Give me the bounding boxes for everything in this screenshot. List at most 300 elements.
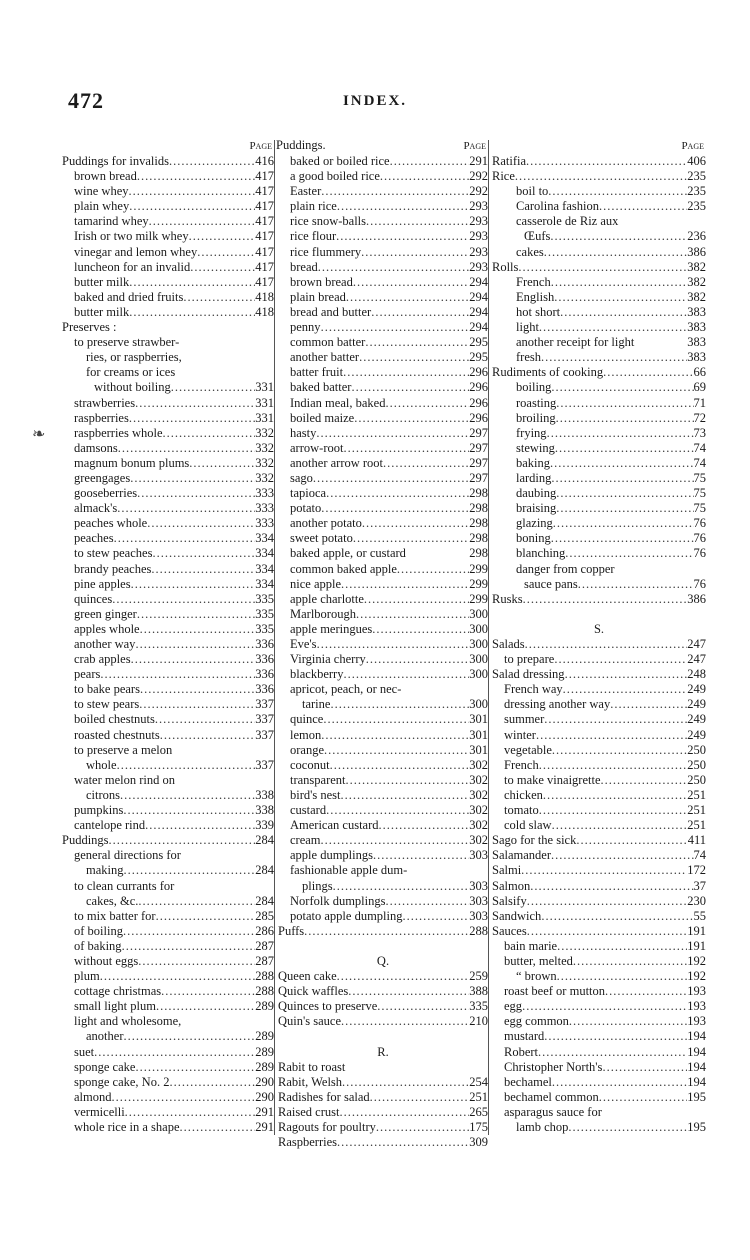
- leader-dots: [149, 214, 256, 229]
- entry-label: plings: [302, 878, 333, 893]
- index-entry: [274, 652, 488, 667]
- index-entry: [58, 214, 274, 229]
- entry-label: custard: [290, 803, 327, 818]
- entry-page-number: 302: [469, 803, 488, 818]
- entry-page-number: 292: [469, 169, 488, 184]
- entry-label: to bake pears: [74, 682, 140, 697]
- leader-dots: [180, 1120, 256, 1135]
- entry-page-number: 247: [687, 637, 706, 651]
- index-entry: [274, 260, 488, 275]
- entry-label: boiled chestnuts: [74, 712, 155, 727]
- index-entry: [274, 350, 488, 365]
- entry-page-number: 249: [687, 682, 706, 697]
- leader-dots: [536, 728, 687, 743]
- index-entry: [274, 546, 488, 561]
- leader-dots: [330, 758, 470, 773]
- entry-label: light: [516, 320, 539, 335]
- entry-label: Salmi: [492, 863, 522, 878]
- entry-page-number: 193: [687, 1014, 706, 1029]
- leader-dots: [351, 380, 469, 395]
- leader-dots: [366, 652, 470, 667]
- leader-dots: [339, 1105, 469, 1120]
- entry-page-number: 335: [255, 621, 274, 636]
- index-entry: [274, 290, 488, 305]
- entry-label: light and wholesome,: [74, 1014, 182, 1029]
- entry-page-number: 297: [469, 455, 488, 470]
- entry-label: Queen cake: [278, 969, 337, 984]
- entry-label: Preserves :: [62, 320, 117, 335]
- entry-label: tarine: [302, 697, 331, 712]
- index-entry: [274, 969, 488, 984]
- entry-page-number: 383: [687, 335, 706, 350]
- entry-label: butter milk: [74, 274, 130, 289]
- index-entry: [488, 471, 706, 486]
- index-entry: [274, 426, 488, 441]
- entry-label: frying: [516, 425, 547, 440]
- leader-dots: [156, 999, 255, 1014]
- index-entry: [58, 803, 274, 818]
- leader-dots: [576, 833, 687, 848]
- index-entry: [274, 833, 488, 848]
- leader-dots: [370, 1090, 470, 1105]
- index-entry: [274, 999, 488, 1014]
- entry-page-number: 383: [687, 350, 706, 365]
- column-header: [274, 138, 488, 154]
- index-entry: [274, 516, 488, 531]
- entry-page-number: 331: [255, 410, 274, 425]
- entry-page-number: 297: [469, 440, 488, 455]
- entry-label: Christopher North's: [504, 1059, 603, 1074]
- index-entry: [274, 411, 488, 426]
- index-entry: [488, 788, 706, 803]
- entry-label: sweet potato: [290, 531, 353, 546]
- entry-label: mustard: [504, 1029, 545, 1044]
- leader-dots: [605, 984, 687, 999]
- leader-dots: [169, 154, 255, 169]
- entry-label: larding: [516, 470, 552, 485]
- leader-dots: [94, 1045, 255, 1060]
- entry-label: general directions for: [74, 848, 181, 863]
- entry-page-number: 331: [255, 380, 274, 395]
- leader-dots: [131, 652, 256, 667]
- entry-label: cold slaw: [504, 818, 552, 833]
- leader-dots: [377, 999, 469, 1014]
- leader-dots: [530, 879, 693, 894]
- leader-dots: [551, 531, 694, 546]
- entry-label: without eggs: [74, 953, 139, 968]
- entry-label: boiled maize: [290, 410, 355, 425]
- leader-dots: [131, 577, 256, 592]
- index-entry: [488, 516, 706, 531]
- entry-label: ries, or raspberries,: [86, 350, 182, 365]
- entry-page-number: 333: [255, 486, 274, 501]
- entry-label: gooseberries: [74, 486, 138, 501]
- entry-label: butter milk: [74, 304, 130, 319]
- leader-dots: [155, 712, 255, 727]
- leader-dots: [183, 290, 255, 305]
- entry-page-number: 383: [687, 304, 706, 319]
- leader-dots: [539, 758, 688, 773]
- entry-page-number: 193: [687, 999, 706, 1014]
- leader-dots: [118, 441, 256, 456]
- entry-label: rice flummery: [290, 244, 362, 259]
- index-entry: [274, 320, 488, 335]
- index-entry: [58, 848, 274, 863]
- index-entry: [488, 833, 706, 848]
- entry-label: apples whole: [74, 621, 140, 636]
- section-letter: [488, 622, 706, 637]
- index-entry: [488, 335, 706, 350]
- index-entry: [58, 1120, 274, 1135]
- entry-label: strawberries: [74, 395, 136, 410]
- index-entry: [488, 1120, 706, 1135]
- entry-page-number: 294: [469, 304, 488, 319]
- entry-label: citrons: [86, 787, 121, 802]
- entry-label: pumpkins: [74, 803, 124, 818]
- entry-label: English: [516, 289, 555, 304]
- entry-page-number: 300: [469, 652, 488, 667]
- entry-page-number: 294: [469, 289, 488, 304]
- entry-label: another way: [74, 637, 136, 651]
- entry-label: sauce pans: [524, 576, 578, 591]
- index-entry: [274, 984, 488, 999]
- entry-page-number: 287: [255, 953, 274, 968]
- leader-dots: [341, 577, 469, 592]
- entry-page-number: 417: [255, 169, 274, 184]
- entry-page-number: 235: [687, 184, 706, 199]
- leader-dots: [376, 1120, 469, 1135]
- leader-dots: [140, 682, 255, 697]
- index-entry: [274, 1075, 488, 1090]
- leader-dots: [318, 260, 469, 275]
- index-entry: [58, 833, 274, 848]
- index-entry: [58, 1060, 274, 1075]
- entry-page-number: 418: [255, 289, 274, 304]
- entry-page-number: 55: [693, 908, 706, 923]
- column-header: [58, 138, 274, 154]
- spacer: [274, 1029, 488, 1044]
- entry-page-number: 249: [687, 697, 706, 712]
- index-entry: [274, 788, 488, 803]
- entry-label: Rabit to roast: [278, 1059, 346, 1074]
- index-entry: [488, 1029, 706, 1044]
- section-letter: [274, 954, 488, 969]
- entry-label: to clean currants for: [74, 878, 175, 893]
- entry-label: bechamel: [504, 1074, 552, 1089]
- entry-page-number: 300: [469, 637, 488, 651]
- leader-dots: [371, 305, 469, 320]
- entry-label: boiling: [516, 380, 552, 395]
- index-entry: [274, 712, 488, 727]
- leader-dots: [313, 471, 469, 486]
- entry-page-number: 175: [469, 1120, 488, 1134]
- entry-label: whole: [86, 757, 117, 772]
- entry-label: almack's: [74, 501, 118, 516]
- entry-label: Puffs: [278, 923, 305, 938]
- entry-label: plain whey: [74, 199, 130, 214]
- entry-label: plain rice: [290, 199, 337, 214]
- entry-label: cottage christmas: [74, 984, 162, 999]
- index-entry: [488, 199, 706, 214]
- entry-page-number: 299: [469, 591, 488, 606]
- index-entry: [488, 924, 706, 939]
- index-entry: [488, 562, 706, 577]
- entry-page-number: 285: [255, 908, 274, 923]
- entry-page-number: 336: [255, 667, 274, 682]
- index-entry: [58, 531, 274, 546]
- leader-dots: [333, 879, 470, 894]
- entry-page-number: 194: [687, 1029, 706, 1044]
- leader-dots: [330, 697, 469, 712]
- entry-page-number: 417: [255, 259, 274, 274]
- leader-dots: [599, 199, 687, 214]
- index-entry: [58, 305, 274, 320]
- leader-dots: [346, 773, 470, 788]
- entry-label: rice snow-balls: [290, 214, 367, 229]
- entry-label: French: [516, 274, 551, 289]
- leader-dots: [556, 486, 693, 501]
- leader-dots: [163, 426, 256, 441]
- leader-dots: [321, 184, 469, 199]
- index-entry: [488, 652, 706, 667]
- entry-label: egg: [504, 999, 523, 1014]
- entry-label: raspberries: [74, 410, 129, 425]
- entry-page-number: 298: [469, 531, 488, 546]
- index-entry: [58, 1029, 274, 1044]
- entry-label: Marlborough: [290, 606, 356, 621]
- entry-label: sago: [290, 470, 313, 485]
- leader-dots: [321, 320, 470, 335]
- entry-label: Salamander: [492, 848, 552, 863]
- entry-label: casserole de Riz aux: [516, 214, 619, 229]
- index-entry: [58, 184, 274, 199]
- entry-label: Raspberries: [278, 1135, 338, 1150]
- leader-dots: [569, 1014, 687, 1029]
- entry-page-number: 76: [693, 546, 706, 561]
- index-entry: [58, 350, 274, 365]
- entry-page-number: 295: [469, 350, 488, 365]
- entry-page-number: 417: [255, 214, 274, 229]
- entry-page-number: 300: [469, 697, 488, 712]
- entry-label: French way: [504, 682, 563, 697]
- entry-page-number: 296: [469, 410, 488, 425]
- index-entry: [58, 199, 274, 214]
- entry-label: to preserve strawber-: [74, 335, 180, 350]
- leader-dots: [380, 169, 469, 184]
- entry-label: apple charlotte: [290, 591, 364, 606]
- leader-dots: [552, 818, 688, 833]
- entry-page-number: 386: [687, 591, 706, 606]
- entry-page-number: 247: [687, 652, 706, 667]
- index-entry: [58, 380, 274, 395]
- entry-page-number: 406: [687, 154, 706, 168]
- leader-dots: [137, 607, 255, 622]
- index-entry: [274, 758, 488, 773]
- entry-label: small light plum: [74, 999, 156, 1014]
- entry-label: sponge cake, No. 2: [74, 1074, 170, 1089]
- leader-dots: [321, 833, 470, 848]
- index-entry: [274, 667, 488, 682]
- leader-dots: [539, 320, 687, 335]
- index-entry: [488, 169, 706, 184]
- leader-dots: [527, 924, 688, 939]
- index-entry: [58, 1090, 274, 1105]
- leader-dots: [366, 214, 469, 229]
- entry-page-number: 334: [255, 561, 274, 576]
- index-entry: [58, 516, 274, 531]
- entry-label: potato apple dumpling: [290, 908, 403, 923]
- leader-dots: [557, 939, 687, 954]
- index-entry: [488, 818, 706, 833]
- entry-label: transparent: [290, 772, 346, 787]
- entry-page-number: 259: [469, 969, 488, 984]
- index-entry: [58, 652, 274, 667]
- index-entry: [58, 697, 274, 712]
- leader-dots: [129, 184, 256, 199]
- index-entry: [488, 546, 706, 561]
- index-entry: [274, 275, 488, 290]
- index-entry: [488, 592, 706, 607]
- leader-dots: [397, 562, 469, 577]
- index-entry: [58, 743, 274, 758]
- leader-dots: [138, 894, 255, 909]
- index-column-3: [488, 138, 706, 1135]
- leader-dots: [156, 909, 256, 924]
- entry-page-number: 194: [687, 1059, 706, 1074]
- entry-page-number: 301: [469, 712, 488, 727]
- index-entry: [274, 577, 488, 592]
- index-entry: [488, 894, 706, 909]
- index-entry: [488, 456, 706, 471]
- index-entry: [488, 396, 706, 411]
- index-entry: [488, 848, 706, 863]
- section-letter-label: Q.: [376, 953, 390, 968]
- index-entry: [274, 531, 488, 546]
- entry-page-number: 248: [687, 667, 706, 682]
- index-entry: [488, 969, 706, 984]
- index-entry: [58, 712, 274, 727]
- index-entry: [274, 848, 488, 863]
- index-entry: [488, 667, 706, 682]
- leader-dots: [342, 1075, 469, 1090]
- leader-dots: [341, 788, 470, 803]
- leader-dots: [390, 154, 470, 169]
- entry-page-number: 302: [469, 787, 488, 802]
- leader-dots: [171, 380, 256, 395]
- entry-page-number: 74: [693, 848, 706, 863]
- leader-dots: [129, 275, 255, 290]
- index-entry: [58, 728, 274, 743]
- entry-label: sponge cake: [74, 1059, 136, 1074]
- leader-dots: [547, 426, 694, 441]
- entry-page-number: 417: [255, 199, 274, 214]
- leader-dots: [135, 1060, 255, 1075]
- entry-page-number: 333: [255, 516, 274, 531]
- index-entry: [58, 229, 274, 244]
- leader-dots: [151, 562, 255, 577]
- entry-page-number: 331: [255, 395, 274, 410]
- leader-dots: [552, 1075, 687, 1090]
- index-entry: [488, 1075, 706, 1090]
- index-entry: [488, 275, 706, 290]
- entry-page-number: 191: [687, 923, 706, 938]
- entry-page-number: 288: [255, 969, 274, 984]
- index-entry: [488, 1045, 706, 1060]
- entry-page-number: 76: [693, 531, 706, 546]
- entry-label: quince: [290, 712, 324, 727]
- entry-label: crab apples: [74, 652, 131, 667]
- index-entry: [488, 1060, 706, 1075]
- index-entry: [488, 154, 706, 169]
- entry-page-number: 337: [255, 712, 274, 727]
- leader-dots: [343, 441, 469, 456]
- entry-page-number: 251: [687, 818, 706, 833]
- leader-dots: [565, 546, 693, 561]
- entry-label: Radishes for salad: [278, 1089, 370, 1104]
- entry-page-number: 251: [687, 803, 706, 818]
- leader-dots: [353, 275, 469, 290]
- entry-label: Ratifia: [492, 154, 527, 168]
- entry-page-number: 254: [469, 1074, 488, 1089]
- entry-page-number: 296: [469, 365, 488, 380]
- index-entry: [488, 365, 706, 380]
- index-entry: [274, 743, 488, 758]
- leader-dots: [122, 939, 256, 954]
- entry-label: American custard: [290, 818, 379, 833]
- page-label: Page: [463, 140, 486, 152]
- entry-page-number: 195: [687, 1089, 706, 1104]
- index-entry: [274, 335, 488, 350]
- leader-dots: [361, 245, 469, 260]
- leader-dots: [130, 471, 255, 486]
- index-entry: [58, 667, 274, 682]
- entry-page-number: 72: [693, 410, 706, 425]
- entry-page-number: 265: [469, 1104, 488, 1119]
- index-entry: [488, 577, 706, 592]
- entry-label: bread and butter: [290, 304, 372, 319]
- leader-dots: [383, 456, 469, 471]
- entry-label: vermicelli: [74, 1104, 125, 1119]
- entry-label: asparagus sauce for: [504, 1104, 602, 1119]
- entry-label: winter: [504, 727, 536, 742]
- leader-dots: [161, 984, 255, 999]
- index-entry: [58, 456, 274, 471]
- entry-page-number: 251: [469, 1089, 488, 1104]
- index-entry: [274, 697, 488, 712]
- entry-label: butter, melted: [504, 953, 573, 968]
- entry-page-number: 250: [687, 772, 706, 787]
- index-entry: [488, 1014, 706, 1029]
- entry-label: Quin's sauce: [278, 1014, 342, 1029]
- leader-dots: [365, 335, 469, 350]
- entry-page-number: 293: [469, 244, 488, 259]
- index-entry: [274, 803, 488, 818]
- entry-label: to make vinaigrette: [504, 772, 601, 787]
- entry-label: baked and dried fruits: [74, 289, 184, 304]
- entry-label: braising: [516, 501, 557, 516]
- entry-label: penny: [290, 320, 321, 335]
- leader-dots: [135, 396, 255, 411]
- index-entry: [58, 924, 274, 939]
- entry-label: damsons: [74, 440, 118, 455]
- entry-page-number: 388: [469, 984, 488, 999]
- leader-dots: [324, 743, 469, 758]
- leader-dots: [372, 622, 469, 637]
- leader-dots: [551, 471, 693, 486]
- index-entry: [58, 818, 274, 833]
- leader-dots: [556, 501, 693, 516]
- entry-page-number: 299: [469, 561, 488, 576]
